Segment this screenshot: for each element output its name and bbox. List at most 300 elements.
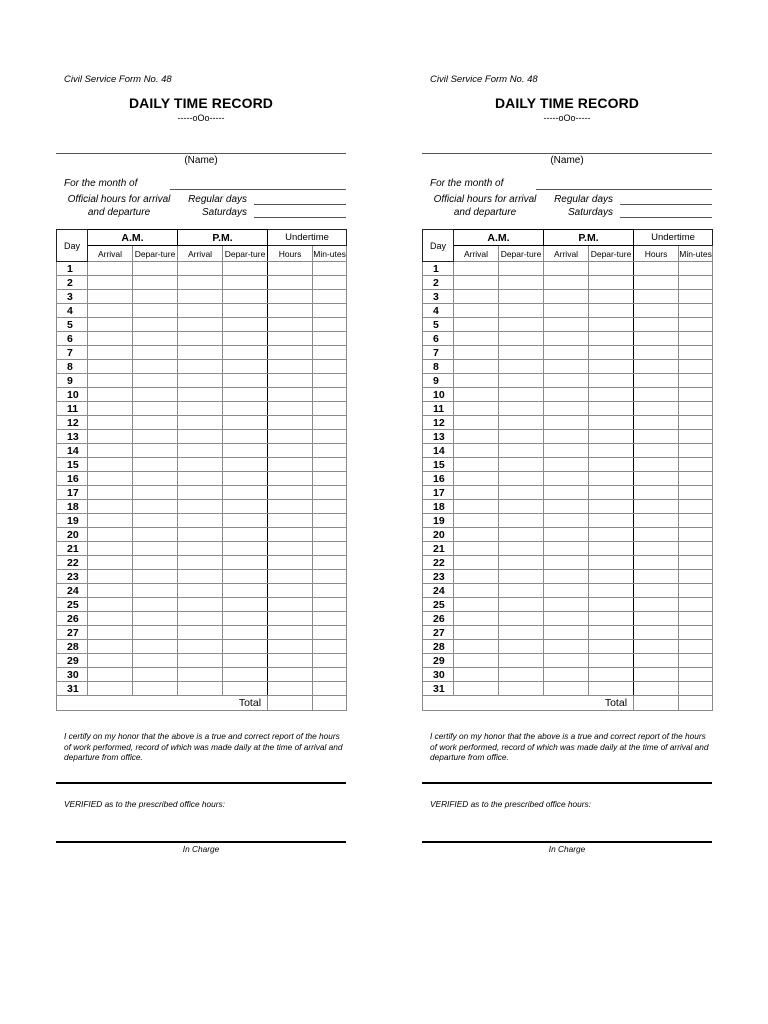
pm-arrival-cell[interactable] (544, 304, 589, 318)
undertime-minutes-cell[interactable] (313, 556, 347, 570)
undertime-minutes-cell[interactable] (679, 500, 713, 514)
pm-arrival-cell[interactable] (178, 486, 223, 500)
undertime-hours-cell[interactable] (268, 458, 313, 472)
am-arrival-cell[interactable] (454, 570, 499, 584)
undertime-minutes-cell[interactable] (679, 262, 713, 276)
am-departure-cell[interactable] (499, 668, 544, 682)
undertime-hours-cell[interactable] (634, 374, 679, 388)
undertime-minutes-cell[interactable] (313, 598, 347, 612)
am-arrival-cell[interactable] (88, 360, 133, 374)
undertime-hours-cell[interactable] (634, 304, 679, 318)
am-arrival-cell[interactable] (88, 612, 133, 626)
pm-departure-cell[interactable] (589, 486, 634, 500)
am-departure-cell[interactable] (499, 332, 544, 346)
am-departure-cell[interactable] (499, 402, 544, 416)
undertime-minutes-cell[interactable] (313, 430, 347, 444)
pm-departure-cell[interactable] (589, 500, 634, 514)
undertime-minutes-cell[interactable] (313, 612, 347, 626)
am-departure-cell[interactable] (133, 304, 178, 318)
pm-departure-cell[interactable] (223, 318, 268, 332)
am-departure-cell[interactable] (133, 556, 178, 570)
pm-departure-cell[interactable] (589, 654, 634, 668)
am-arrival-cell[interactable] (88, 318, 133, 332)
undertime-minutes-cell[interactable] (313, 318, 347, 332)
undertime-hours-cell[interactable] (634, 318, 679, 332)
pm-arrival-cell[interactable] (544, 318, 589, 332)
am-departure-cell[interactable] (133, 528, 178, 542)
undertime-minutes-cell[interactable] (679, 654, 713, 668)
undertime-hours-cell[interactable] (634, 486, 679, 500)
am-arrival-cell[interactable] (454, 388, 499, 402)
am-arrival-cell[interactable] (454, 458, 499, 472)
regular-days-field[interactable] (620, 204, 712, 205)
undertime-hours-cell[interactable] (268, 444, 313, 458)
am-arrival-cell[interactable] (454, 528, 499, 542)
pm-departure-cell[interactable] (223, 444, 268, 458)
am-departure-cell[interactable] (133, 472, 178, 486)
in-charge-signature-line[interactable] (56, 841, 346, 843)
pm-departure-cell[interactable] (223, 472, 268, 486)
pm-departure-cell[interactable] (589, 290, 634, 304)
am-arrival-cell[interactable] (454, 654, 499, 668)
total-hours-cell[interactable] (634, 696, 679, 711)
am-arrival-cell[interactable] (454, 360, 499, 374)
total-minutes-cell[interactable] (313, 696, 347, 711)
undertime-minutes-cell[interactable] (313, 640, 347, 654)
undertime-minutes-cell[interactable] (679, 346, 713, 360)
pm-arrival-cell[interactable] (178, 374, 223, 388)
pm-departure-cell[interactable] (223, 402, 268, 416)
undertime-hours-cell[interactable] (268, 542, 313, 556)
pm-arrival-cell[interactable] (544, 528, 589, 542)
am-arrival-cell[interactable] (454, 626, 499, 640)
pm-departure-cell[interactable] (223, 262, 268, 276)
pm-departure-cell[interactable] (223, 486, 268, 500)
am-arrival-cell[interactable] (88, 416, 133, 430)
pm-departure-cell[interactable] (223, 276, 268, 290)
total-minutes-cell[interactable] (679, 696, 713, 711)
undertime-minutes-cell[interactable] (679, 612, 713, 626)
undertime-hours-cell[interactable] (268, 500, 313, 514)
am-arrival-cell[interactable] (454, 402, 499, 416)
undertime-hours-cell[interactable] (634, 668, 679, 682)
am-departure-cell[interactable] (499, 290, 544, 304)
undertime-minutes-cell[interactable] (679, 430, 713, 444)
undertime-minutes-cell[interactable] (313, 472, 347, 486)
pm-arrival-cell[interactable] (544, 290, 589, 304)
undertime-hours-cell[interactable] (634, 598, 679, 612)
undertime-minutes-cell[interactable] (313, 262, 347, 276)
pm-arrival-cell[interactable] (178, 654, 223, 668)
am-departure-cell[interactable] (133, 542, 178, 556)
am-arrival-cell[interactable] (88, 374, 133, 388)
am-arrival-cell[interactable] (454, 682, 499, 696)
undertime-hours-cell[interactable] (634, 262, 679, 276)
undertime-hours-cell[interactable] (634, 276, 679, 290)
am-arrival-cell[interactable] (454, 318, 499, 332)
undertime-hours-cell[interactable] (634, 682, 679, 696)
pm-departure-cell[interactable] (223, 542, 268, 556)
pm-departure-cell[interactable] (589, 262, 634, 276)
undertime-minutes-cell[interactable] (679, 304, 713, 318)
pm-arrival-cell[interactable] (544, 654, 589, 668)
pm-arrival-cell[interactable] (178, 556, 223, 570)
am-arrival-cell[interactable] (454, 374, 499, 388)
pm-arrival-cell[interactable] (544, 514, 589, 528)
am-arrival-cell[interactable] (88, 304, 133, 318)
undertime-minutes-cell[interactable] (679, 598, 713, 612)
undertime-hours-cell[interactable] (634, 332, 679, 346)
undertime-hours-cell[interactable] (634, 500, 679, 514)
am-departure-cell[interactable] (499, 612, 544, 626)
undertime-hours-cell[interactable] (634, 360, 679, 374)
pm-arrival-cell[interactable] (178, 542, 223, 556)
pm-arrival-cell[interactable] (544, 458, 589, 472)
am-departure-cell[interactable] (499, 360, 544, 374)
pm-departure-cell[interactable] (223, 528, 268, 542)
undertime-minutes-cell[interactable] (679, 360, 713, 374)
am-arrival-cell[interactable] (88, 290, 133, 304)
pm-arrival-cell[interactable] (544, 626, 589, 640)
pm-arrival-cell[interactable] (544, 388, 589, 402)
pm-arrival-cell[interactable] (178, 500, 223, 514)
undertime-hours-cell[interactable] (268, 262, 313, 276)
month-field[interactable] (536, 189, 712, 190)
am-departure-cell[interactable] (133, 668, 178, 682)
pm-departure-cell[interactable] (589, 276, 634, 290)
undertime-hours-cell[interactable] (268, 332, 313, 346)
pm-arrival-cell[interactable] (178, 682, 223, 696)
am-departure-cell[interactable] (499, 416, 544, 430)
am-arrival-cell[interactable] (88, 262, 133, 276)
pm-arrival-cell[interactable] (544, 640, 589, 654)
pm-departure-cell[interactable] (589, 416, 634, 430)
month-field[interactable] (170, 189, 346, 190)
am-arrival-cell[interactable] (88, 556, 133, 570)
undertime-hours-cell[interactable] (634, 290, 679, 304)
pm-departure-cell[interactable] (223, 682, 268, 696)
am-departure-cell[interactable] (133, 654, 178, 668)
pm-arrival-cell[interactable] (178, 514, 223, 528)
pm-departure-cell[interactable] (589, 458, 634, 472)
am-arrival-cell[interactable] (454, 290, 499, 304)
pm-departure-cell[interactable] (589, 542, 634, 556)
pm-departure-cell[interactable] (223, 556, 268, 570)
undertime-hours-cell[interactable] (268, 556, 313, 570)
pm-departure-cell[interactable] (589, 640, 634, 654)
undertime-minutes-cell[interactable] (679, 682, 713, 696)
am-departure-cell[interactable] (499, 304, 544, 318)
pm-departure-cell[interactable] (223, 654, 268, 668)
pm-departure-cell[interactable] (589, 598, 634, 612)
pm-departure-cell[interactable] (223, 584, 268, 598)
pm-departure-cell[interactable] (223, 668, 268, 682)
am-departure-cell[interactable] (133, 402, 178, 416)
am-arrival-cell[interactable] (454, 514, 499, 528)
am-departure-cell[interactable] (133, 626, 178, 640)
pm-arrival-cell[interactable] (544, 612, 589, 626)
pm-departure-cell[interactable] (589, 430, 634, 444)
pm-departure-cell[interactable] (223, 626, 268, 640)
undertime-hours-cell[interactable] (634, 612, 679, 626)
am-arrival-cell[interactable] (454, 668, 499, 682)
undertime-hours-cell[interactable] (634, 570, 679, 584)
undertime-minutes-cell[interactable] (313, 458, 347, 472)
undertime-hours-cell[interactable] (268, 528, 313, 542)
am-departure-cell[interactable] (499, 598, 544, 612)
am-arrival-cell[interactable] (88, 276, 133, 290)
am-departure-cell[interactable] (133, 318, 178, 332)
am-departure-cell[interactable] (133, 374, 178, 388)
am-departure-cell[interactable] (499, 640, 544, 654)
pm-departure-cell[interactable] (589, 570, 634, 584)
undertime-hours-cell[interactable] (634, 416, 679, 430)
pm-arrival-cell[interactable] (178, 444, 223, 458)
undertime-minutes-cell[interactable] (679, 290, 713, 304)
undertime-hours-cell[interactable] (268, 612, 313, 626)
undertime-hours-cell[interactable] (268, 290, 313, 304)
undertime-hours-cell[interactable] (634, 626, 679, 640)
undertime-minutes-cell[interactable] (313, 332, 347, 346)
undertime-hours-cell[interactable] (268, 430, 313, 444)
name-field[interactable] (422, 153, 712, 154)
am-arrival-cell[interactable] (88, 388, 133, 402)
am-departure-cell[interactable] (133, 388, 178, 402)
pm-arrival-cell[interactable] (544, 402, 589, 416)
am-departure-cell[interactable] (499, 276, 544, 290)
pm-arrival-cell[interactable] (544, 598, 589, 612)
pm-departure-cell[interactable] (589, 388, 634, 402)
pm-arrival-cell[interactable] (544, 416, 589, 430)
undertime-hours-cell[interactable] (268, 360, 313, 374)
pm-arrival-cell[interactable] (178, 304, 223, 318)
pm-arrival-cell[interactable] (178, 276, 223, 290)
am-departure-cell[interactable] (133, 276, 178, 290)
undertime-minutes-cell[interactable] (679, 528, 713, 542)
undertime-minutes-cell[interactable] (313, 346, 347, 360)
pm-arrival-cell[interactable] (544, 584, 589, 598)
undertime-minutes-cell[interactable] (679, 388, 713, 402)
am-departure-cell[interactable] (499, 444, 544, 458)
undertime-hours-cell[interactable] (268, 276, 313, 290)
undertime-hours-cell[interactable] (268, 570, 313, 584)
pm-departure-cell[interactable] (223, 290, 268, 304)
undertime-hours-cell[interactable] (634, 528, 679, 542)
am-departure-cell[interactable] (133, 584, 178, 598)
pm-arrival-cell[interactable] (544, 682, 589, 696)
am-arrival-cell[interactable] (454, 276, 499, 290)
undertime-minutes-cell[interactable] (313, 388, 347, 402)
undertime-hours-cell[interactable] (268, 598, 313, 612)
pm-departure-cell[interactable] (223, 304, 268, 318)
pm-departure-cell[interactable] (223, 640, 268, 654)
am-arrival-cell[interactable] (454, 584, 499, 598)
undertime-hours-cell[interactable] (634, 584, 679, 598)
pm-departure-cell[interactable] (223, 346, 268, 360)
am-departure-cell[interactable] (499, 514, 544, 528)
undertime-minutes-cell[interactable] (313, 514, 347, 528)
undertime-minutes-cell[interactable] (313, 528, 347, 542)
undertime-minutes-cell[interactable] (679, 514, 713, 528)
undertime-hours-cell[interactable] (268, 346, 313, 360)
undertime-hours-cell[interactable] (634, 472, 679, 486)
pm-departure-cell[interactable] (589, 472, 634, 486)
am-arrival-cell[interactable] (88, 598, 133, 612)
pm-arrival-cell[interactable] (178, 612, 223, 626)
undertime-hours-cell[interactable] (268, 388, 313, 402)
am-departure-cell[interactable] (499, 458, 544, 472)
name-field[interactable] (56, 153, 346, 154)
am-arrival-cell[interactable] (88, 346, 133, 360)
pm-departure-cell[interactable] (223, 598, 268, 612)
am-arrival-cell[interactable] (88, 444, 133, 458)
pm-arrival-cell[interactable] (178, 472, 223, 486)
am-departure-cell[interactable] (499, 528, 544, 542)
am-arrival-cell[interactable] (88, 584, 133, 598)
undertime-minutes-cell[interactable] (313, 654, 347, 668)
undertime-minutes-cell[interactable] (679, 542, 713, 556)
am-departure-cell[interactable] (133, 262, 178, 276)
am-arrival-cell[interactable] (454, 640, 499, 654)
am-departure-cell[interactable] (499, 682, 544, 696)
pm-arrival-cell[interactable] (178, 584, 223, 598)
am-departure-cell[interactable] (499, 472, 544, 486)
pm-departure-cell[interactable] (223, 612, 268, 626)
pm-departure-cell[interactable] (223, 332, 268, 346)
am-departure-cell[interactable] (133, 360, 178, 374)
undertime-minutes-cell[interactable] (679, 486, 713, 500)
pm-departure-cell[interactable] (589, 402, 634, 416)
am-departure-cell[interactable] (133, 444, 178, 458)
undertime-hours-cell[interactable] (634, 430, 679, 444)
undertime-hours-cell[interactable] (634, 346, 679, 360)
undertime-minutes-cell[interactable] (313, 542, 347, 556)
pm-arrival-cell[interactable] (178, 416, 223, 430)
undertime-hours-cell[interactable] (268, 640, 313, 654)
am-departure-cell[interactable] (499, 374, 544, 388)
am-arrival-cell[interactable] (88, 514, 133, 528)
am-departure-cell[interactable] (499, 542, 544, 556)
am-departure-cell[interactable] (133, 346, 178, 360)
pm-departure-cell[interactable] (589, 626, 634, 640)
pm-departure-cell[interactable] (589, 346, 634, 360)
am-arrival-cell[interactable] (88, 458, 133, 472)
am-departure-cell[interactable] (133, 486, 178, 500)
pm-departure-cell[interactable] (223, 416, 268, 430)
undertime-hours-cell[interactable] (268, 304, 313, 318)
saturdays-field[interactable] (254, 217, 346, 218)
undertime-hours-cell[interactable] (268, 584, 313, 598)
am-departure-cell[interactable] (133, 570, 178, 584)
am-arrival-cell[interactable] (88, 500, 133, 514)
am-arrival-cell[interactable] (88, 654, 133, 668)
am-arrival-cell[interactable] (88, 626, 133, 640)
pm-departure-cell[interactable] (589, 444, 634, 458)
undertime-minutes-cell[interactable] (679, 276, 713, 290)
am-arrival-cell[interactable] (88, 682, 133, 696)
am-departure-cell[interactable] (133, 500, 178, 514)
am-arrival-cell[interactable] (88, 570, 133, 584)
pm-arrival-cell[interactable] (178, 360, 223, 374)
undertime-minutes-cell[interactable] (313, 444, 347, 458)
pm-departure-cell[interactable] (223, 570, 268, 584)
pm-arrival-cell[interactable] (178, 570, 223, 584)
pm-departure-cell[interactable] (223, 360, 268, 374)
am-departure-cell[interactable] (133, 612, 178, 626)
employee-signature-line[interactable] (422, 782, 712, 784)
undertime-minutes-cell[interactable] (679, 332, 713, 346)
pm-departure-cell[interactable] (589, 304, 634, 318)
am-departure-cell[interactable] (499, 570, 544, 584)
undertime-minutes-cell[interactable] (313, 682, 347, 696)
undertime-hours-cell[interactable] (634, 388, 679, 402)
am-departure-cell[interactable] (499, 262, 544, 276)
undertime-minutes-cell[interactable] (679, 584, 713, 598)
pm-arrival-cell[interactable] (544, 430, 589, 444)
undertime-minutes-cell[interactable] (679, 640, 713, 654)
pm-departure-cell[interactable] (589, 374, 634, 388)
am-departure-cell[interactable] (133, 640, 178, 654)
pm-arrival-cell[interactable] (178, 402, 223, 416)
undertime-hours-cell[interactable] (268, 416, 313, 430)
pm-arrival-cell[interactable] (544, 486, 589, 500)
pm-arrival-cell[interactable] (544, 374, 589, 388)
am-arrival-cell[interactable] (88, 486, 133, 500)
undertime-hours-cell[interactable] (634, 654, 679, 668)
am-arrival-cell[interactable] (88, 402, 133, 416)
undertime-minutes-cell[interactable] (313, 290, 347, 304)
am-departure-cell[interactable] (499, 584, 544, 598)
am-arrival-cell[interactable] (88, 472, 133, 486)
undertime-hours-cell[interactable] (268, 626, 313, 640)
pm-arrival-cell[interactable] (544, 262, 589, 276)
pm-departure-cell[interactable] (589, 584, 634, 598)
pm-departure-cell[interactable] (589, 318, 634, 332)
undertime-hours-cell[interactable] (268, 472, 313, 486)
undertime-minutes-cell[interactable] (313, 500, 347, 514)
am-arrival-cell[interactable] (454, 262, 499, 276)
undertime-minutes-cell[interactable] (679, 458, 713, 472)
am-departure-cell[interactable] (133, 682, 178, 696)
pm-arrival-cell[interactable] (178, 598, 223, 612)
pm-departure-cell[interactable] (223, 430, 268, 444)
am-departure-cell[interactable] (133, 598, 178, 612)
undertime-minutes-cell[interactable] (313, 668, 347, 682)
am-arrival-cell[interactable] (454, 486, 499, 500)
total-hours-cell[interactable] (268, 696, 313, 711)
undertime-hours-cell[interactable] (634, 444, 679, 458)
undertime-minutes-cell[interactable] (679, 472, 713, 486)
pm-departure-cell[interactable] (589, 682, 634, 696)
am-departure-cell[interactable] (499, 500, 544, 514)
pm-departure-cell[interactable] (589, 332, 634, 346)
pm-arrival-cell[interactable] (178, 332, 223, 346)
undertime-hours-cell[interactable] (634, 514, 679, 528)
pm-arrival-cell[interactable] (178, 290, 223, 304)
undertime-minutes-cell[interactable] (313, 416, 347, 430)
pm-departure-cell[interactable] (589, 556, 634, 570)
undertime-minutes-cell[interactable] (679, 570, 713, 584)
pm-arrival-cell[interactable] (544, 570, 589, 584)
pm-departure-cell[interactable] (589, 528, 634, 542)
am-departure-cell[interactable] (499, 346, 544, 360)
pm-arrival-cell[interactable] (178, 626, 223, 640)
undertime-minutes-cell[interactable] (313, 402, 347, 416)
undertime-hours-cell[interactable] (268, 654, 313, 668)
undertime-hours-cell[interactable] (268, 682, 313, 696)
am-departure-cell[interactable] (133, 416, 178, 430)
pm-departure-cell[interactable] (589, 612, 634, 626)
